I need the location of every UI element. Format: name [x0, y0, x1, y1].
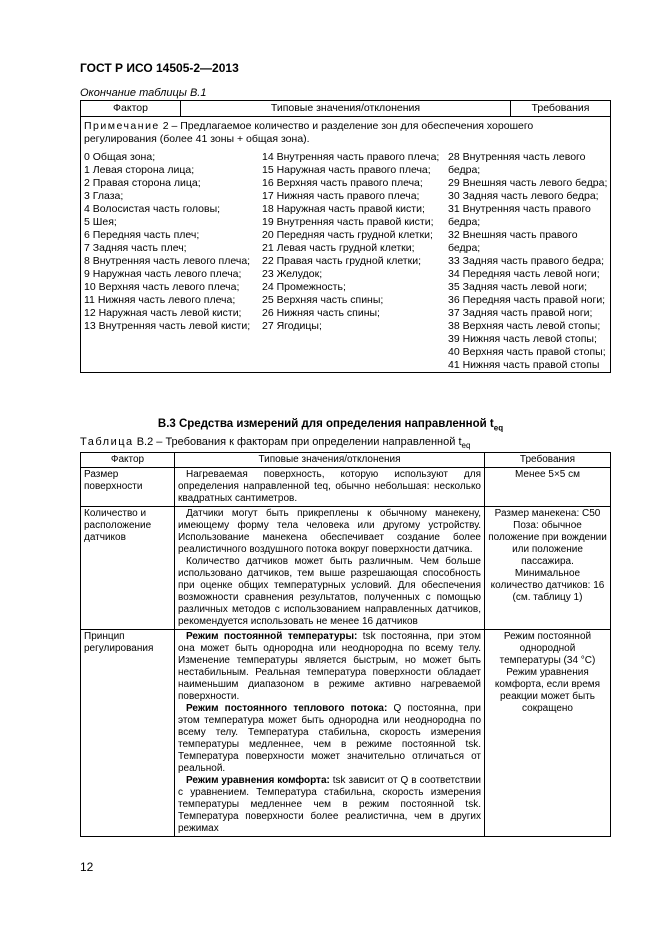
zone-item: 35 Задняя часть левой ноги;: [448, 281, 588, 293]
requirement-cell: Размер манекена: C50 Поза: обычное положение при вождении или положение пассажира. Минимальное количество датчиков: 16 (см. таблицу 1): [485, 507, 611, 630]
zone-item: 4 Волосистая часть головы;: [84, 203, 221, 215]
zone-item: 13 Внутренняя часть левой кисти;: [84, 320, 251, 332]
table-caption: [80, 436, 470, 450]
zones-column-3: [448, 151, 608, 372]
zone-item: 16 Верхняя часть правого плеча;: [262, 177, 423, 189]
section-title-subscript: eq: [493, 423, 504, 433]
zone-item: 12 Наружная часть левой кисти;: [84, 307, 242, 319]
zone-item: 41 Нижняя часть правой стопы: [448, 359, 600, 371]
zone-item: 15 Наружная часть правого плеча;: [262, 164, 431, 176]
description-text: Количество датчиков может быть различным. Чем больше использовано датчиков, тем выше разрешающая способность при оценке общих температурных условий. Для обеспечения возможности сравнения результатов, полученных с помощью различных методов с использованием направленных датчиков, рекомендуется использовать не менее 16 датчиков: [178, 556, 481, 627]
zone-item: 37 Задняя часть правой ноги;: [448, 307, 593, 319]
column-header: Типовые значения/отклонения: [181, 101, 511, 117]
zone-item: 29 Внешняя часть левого бедра;: [448, 177, 608, 189]
zone-item: 14 Внутренняя часть правого плеча;: [262, 151, 440, 163]
requirement-cell: Режим постоянной однородной температуры (34 °C) Режим уравнения комфорта, если время реакции может быть сокращено: [485, 630, 611, 837]
column-header: Типовые значения/отклонения: [175, 453, 485, 468]
zone-item: 36 Передняя часть правой ноги;: [448, 294, 606, 306]
zone-item: 1 Левая сторона лица;: [84, 164, 195, 176]
table-row: [81, 468, 611, 507]
zone-item: 38 Верхняя часть левой стопы;: [448, 320, 601, 332]
description-cell: [175, 507, 485, 630]
zone-item: 22 Правая часть грудной клетки;: [262, 255, 421, 267]
zone-item: 27 Ягодицы;: [262, 320, 322, 332]
zones-column-2: [262, 151, 448, 372]
column-header: Требования: [485, 453, 611, 468]
note-label: Примечание: [84, 120, 160, 132]
mode-text: tsk постоянна, при этом она может быть однородна или неоднородна по всему телу. Изменение температуры является быстрым, но может быть нестабильным. Реальная температура поверхности обладает наименьшим диапазоном в режиме активно нагреваемой поверхности.: [178, 631, 481, 702]
zone-item: 19 Внутренняя часть правой кисти;: [262, 216, 434, 228]
zone-item: 17 Нижняя часть правого плеча;: [262, 190, 420, 202]
description-cell: [175, 630, 485, 837]
zone-item: 18 Наружная часть правой кисти;: [262, 203, 425, 215]
zone-item: 32 Внешняя часть правого бедра;: [448, 229, 578, 254]
zone-item: 28 Внутренняя часть левого бедра;: [448, 151, 586, 176]
zone-item: 8 Внутренняя часть левого плеча;: [84, 255, 251, 267]
column-header: Фактор: [81, 453, 175, 468]
zone-item: 2 Правая сторона лица;: [84, 177, 201, 189]
table-header-row: [81, 101, 611, 117]
zones-table: [80, 100, 611, 373]
page-number: 12: [80, 860, 94, 874]
factor-cell: Принцип регулирования: [81, 630, 175, 837]
description-cell: [175, 468, 485, 507]
note-body: 2 – Предлагаемое количество и разделение зон для обеспечения хорошего регулирования (более 41 зоны + общая зона).: [84, 120, 534, 145]
document-header: ГОСТ Р ИСО 14505-2—2013: [80, 61, 239, 75]
mode-paragraph: [178, 631, 481, 703]
table-row: [81, 507, 611, 630]
table-header-row: [81, 453, 611, 468]
section-title: [0, 418, 661, 432]
zone-item: 40 Верхняя часть правой стопы;: [448, 346, 606, 358]
zone-item: 6 Передняя часть плеч;: [84, 229, 200, 241]
mode-text: Q постоянна, при этом температура может быть однородна или неоднородна по всему телу. Температура стабильна, скорость измерения температуры медленнее, чем в режиме постоянной tsk. Температура поверхности может значительно отличаться от реальной.: [178, 703, 481, 774]
table-continuation-label: Окончание таблицы В.1: [80, 87, 207, 99]
zone-item: 31 Внутренняя часть правого бедра;: [448, 203, 591, 228]
requirements-table: [80, 452, 611, 837]
zone-item: 20 Передняя часть грудной клетки;: [262, 229, 433, 241]
zone-item: 26 Нижняя часть спины;: [262, 307, 380, 319]
caption-label: Таблица: [80, 436, 134, 448]
zone-item: 21 Левая часть грудной клетки;: [262, 242, 415, 254]
zone-item: 9 Наружная часть левого плеча;: [84, 268, 242, 280]
zone-item: 11 Нижняя часть левого плеча;: [84, 294, 236, 306]
mode-paragraph: [178, 775, 481, 835]
description-text: Датчики могут быть прикреплены к обычному манекену, имеющему форму тела человека или другому устройству. Использование манекена обеспечивает создание более реалистичного воздушного потока вокруг поверхности датчика.: [178, 508, 481, 555]
description-text: Нагреваемая поверхность, которую используют для определения направленной teq, обычно небольшая: несколько квадратных сантиметров.: [178, 469, 481, 504]
caption-text: В.2 – Требования к факторам при определении направленной t: [133, 436, 462, 448]
zone-item: 25 Верхняя часть спины;: [262, 294, 384, 306]
table-row: [81, 117, 611, 373]
column-header: Требования: [511, 101, 611, 117]
requirement-cell: Менее 5×5 см: [485, 468, 611, 507]
note-text: [84, 120, 607, 146]
mode-title: Режим уравнения комфорта:: [186, 775, 330, 786]
zone-item: 23 Желудок;: [262, 268, 323, 280]
zone-item: 3 Глаза;: [84, 190, 124, 202]
zone-item: 39 Нижняя часть левой стопы;: [448, 333, 597, 345]
column-header: Фактор: [81, 101, 181, 117]
zone-item: 5 Шея;: [84, 216, 117, 228]
zones-column-1: [84, 151, 262, 372]
zone-item: 30 Задняя часть левого бедра;: [448, 190, 599, 202]
zone-item: 0 Общая зона;: [84, 151, 156, 163]
section-title-text: В.3 Средства измерений для определения направленной t: [157, 418, 494, 430]
zone-item: 33 Задняя часть правого бедра;: [448, 255, 604, 267]
factor-cell: Размер поверхности: [81, 468, 175, 507]
note-cell: [81, 117, 611, 373]
zone-item: 10 Верхняя часть левого плеча;: [84, 281, 240, 293]
zone-item: 24 Промежность;: [262, 281, 346, 293]
caption-subscript: eq: [461, 441, 471, 451]
mode-paragraph: [178, 703, 481, 775]
mode-title: Режим постоянного теплового потока:: [186, 703, 388, 714]
zones-list: [84, 151, 607, 372]
mode-title: Режим постоянной температуры:: [186, 631, 358, 642]
factor-cell: Количество и расположение датчиков: [81, 507, 175, 630]
zone-item: 34 Передняя часть левой ноги;: [448, 268, 600, 280]
table-row: [81, 630, 611, 837]
mode-text: tsk зависит от Q в соответствии с уравнением. Температура стабильна, скорость измерения температуры медленнее чем в режим постоянной tsk. Температура поверхности более реалистична, чем в других режимах: [178, 775, 481, 834]
zone-item: 7 Задняя часть плеч;: [84, 242, 187, 254]
